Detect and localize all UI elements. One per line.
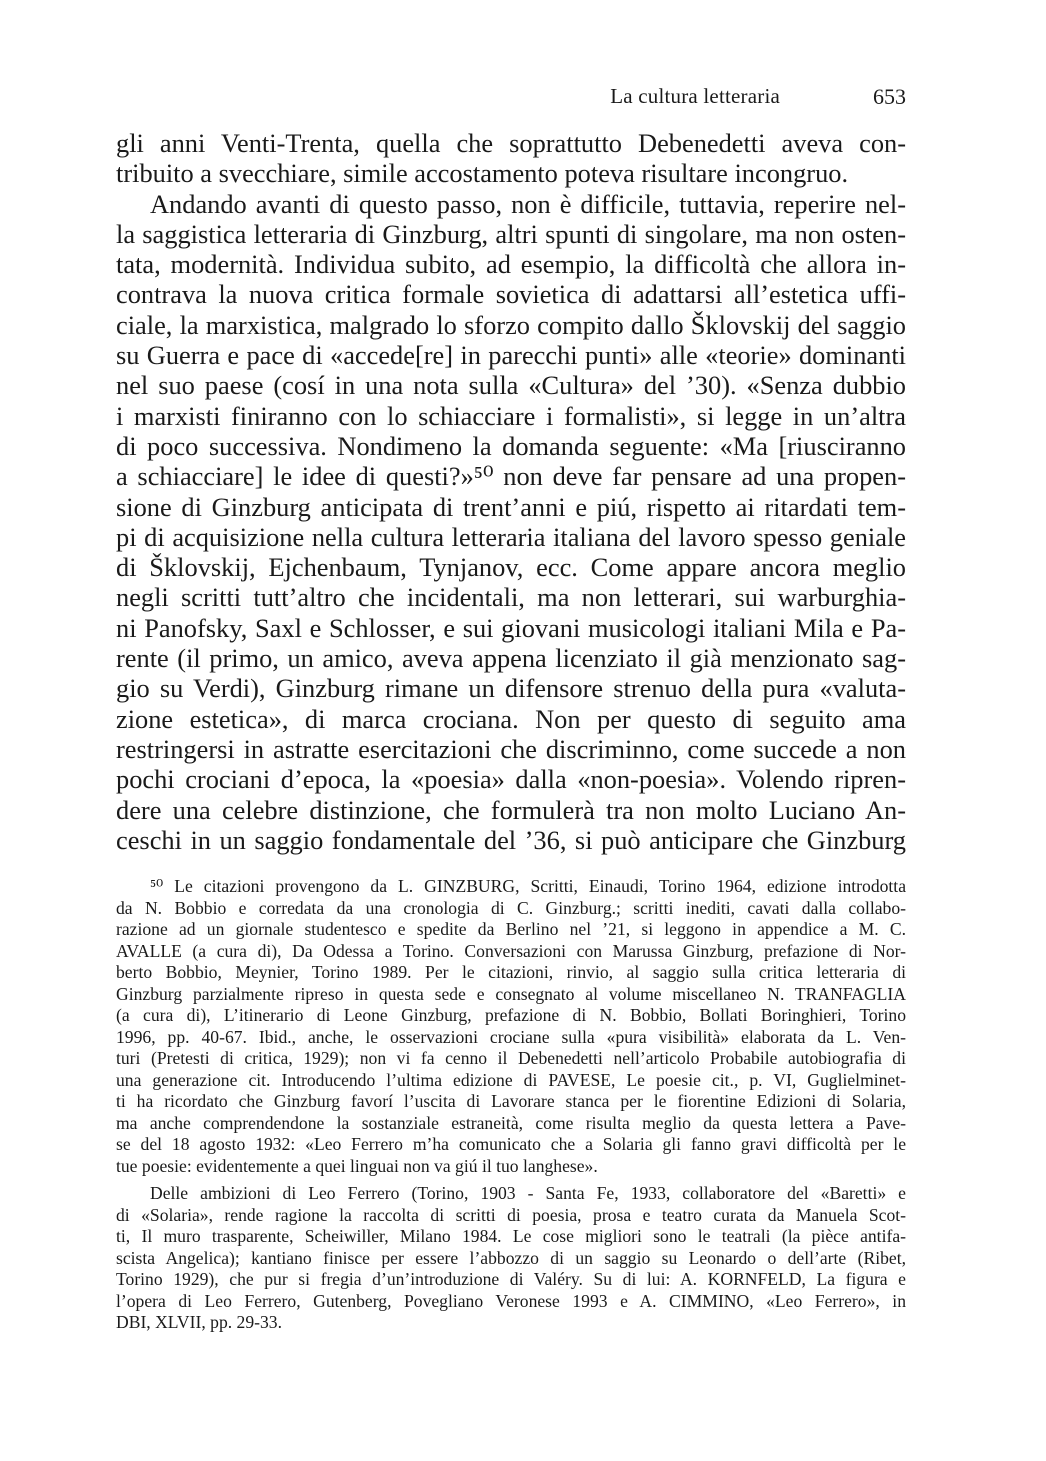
footnote-line: se del 18 agosto 1932: «Leo Ferrero m’ha comunicato che a Solaria gli fanno gravi difficoltà per le [116, 1134, 906, 1154]
text-line: a schiacciare] le idee di questi?»⁵⁰ non deve far pensare ad una propen- [116, 461, 906, 492]
text-line: restringersi in astratte esercitazioni che discriminno, come succede a non [116, 733, 906, 764]
footnote-line: DBI, XLVII, pp. 29-33. [116, 1312, 282, 1332]
text-line: contrava la nuova critica formale sovietica di adattarsi all’estetica uffi- [116, 279, 906, 310]
footnote-line: Torino 1929), che pur si fregia d’un’introduzione di Valéry. Su di lui: A. KORNFELD, La figura e [116, 1269, 906, 1289]
footnotes [116, 876, 906, 1334]
text-line: dere una celebre distinzione, che formulerà tra non molto Luciano An- [116, 794, 906, 825]
footnote-line: (a cura di), L’itinerario di Leone Ginzburg, prefazione di N. Bobbio, Bollati Boringhieri, Torino [116, 1005, 906, 1025]
text-line: ciale, la marxistica, malgrado lo sforzo compito dallo Šklovskij del saggio [116, 309, 906, 340]
footnote-line: l’opera di Leo Ferrero, Gutenberg, Povegliano Veronese 1993 e A. CIMMINO, «Leo Ferrero», in [116, 1290, 906, 1311]
text-line: zione estetica», di marca crociana. Non per questo di seguito ama [116, 703, 906, 734]
footnote-line: una generazione cit. Introducendo l’ultima edizione di PAVESE, Le poesie cit., p. VI, Guglielminet- [116, 1069, 906, 1090]
footnote-50-continued [116, 1183, 906, 1334]
text-line: tribuito a svecchiare, simile accostamento poteva risultare incongruo. [116, 158, 849, 189]
text-line: la saggistica letteraria di Ginzburg, altri spunti di singolare, ma non osten- [116, 218, 906, 249]
footnote-line: ⁵⁰ Le citazioni provengono da L. GINZBURG, Scritti, Einaudi, Torino 1964, edizione introdotta [150, 876, 906, 896]
running-head-title: La cultura letteraria [610, 84, 780, 108]
page-number: 653 [873, 84, 906, 109]
footnote-line: AVALLE (a cura di), Da Odessa a Torino. Conversazioni con Marussa Ginzburg, prefazione di Nor- [116, 940, 906, 961]
footnote-line: ti, Il muro trasparente, Scheiwiller, Milano 1984. Le cose migliori sono le teatrali (la pièce antifa- [116, 1226, 906, 1246]
text-line: Andando avanti di questo passo, non è difficile, tuttavia, reperire nel- [150, 188, 906, 219]
footnote-line: 1996, pp. 40-67. Ibid., anche, le osservazioni crociane sulla «pura visibilità» elaborata da L. Ven- [116, 1026, 906, 1047]
text-line: rente (il primo, un amico, aveva appena licenziato il già menzionato sag- [116, 643, 906, 674]
footnote-line: tue poesie: evidentemente a quei linguai non va giú il tuo langhese». [116, 1155, 598, 1176]
footnote-line: ti ha ricordato che Ginzburg favorí l’uscita di Lavorare stanca per le fiorentine Edizioni di Solaria, [116, 1091, 906, 1111]
text-line: sione di Ginzburg anticipata di trent’anni e piú, rispetto ai ritardati tem- [116, 491, 906, 522]
footnote-50 [116, 876, 906, 1177]
text-line: pochi crociani d’epoca, la «poesia» dalla «non-poesia». Volendo ripren- [116, 764, 906, 795]
text-line: tata, modernità. Individua subito, ad esempio, la difficoltà che allora in- [116, 249, 906, 280]
text-line: di Šklovskij, Ejchenbaum, Tynjanov, ecc. Come appare ancora meglio [116, 552, 906, 583]
text-line: nel suo paese (cosí in una nota sulla «Cultura» del ’30). «Senza dubbio [116, 370, 906, 401]
footnote-line: scista Angelica); kantiano finisce per essere l’abbozzo di un saggio su Leonardo o dell’arte (Ribet, [116, 1247, 906, 1268]
main-text [116, 128, 906, 855]
text-line: ni Panofsky, Saxl e Schlosser, e sui giovani musicologi italiani Mila e Pa- [116, 612, 906, 643]
footnote-line: turi (Pretesti di critica, 1929); non vi fa cenno il Debenedetti nell’articolo Probabile autobiografia di [116, 1048, 906, 1068]
text-line: negli scritti tutt’altro che incidentali, ma non letterari, sui warburghia- [116, 582, 906, 613]
footnote-line: berto Bobbio, Meynier, Torino 1989. Per le citazioni, rinvio, al saggio sulla critica letteraria di [116, 962, 906, 982]
footnote-line: ma anche comprendendone la sostanziale estraneità, come risulta meglio da questa lettera a Pave- [116, 1112, 906, 1133]
footnote-line: da N. Bobbio e corredata da una cronologia di C. Ginzburg.; scritti inediti, cavati dalla collabo- [116, 897, 906, 918]
text-line: i marxisti finiranno con lo schiacciare i formalisti», si legge in un’altra [116, 400, 906, 431]
text-line: su Guerra e pace di «accede[re] in parecchi punti» alle «teorie» dominanti [116, 340, 906, 371]
text-line: di poco successiva. Nondimeno la domanda seguente: «Ma [riusciranno [116, 430, 906, 461]
footnote-line: Delle ambizioni di Leo Ferrero (Torino, 1903 - Santa Fe, 1933, collaboratore del «Baretti» e [150, 1183, 906, 1203]
text-line: gio su Verdi), Ginzburg rimane un difensore strenuo della pura «valuta- [116, 673, 906, 704]
text-line: gli anni Venti-Trenta, quella che soprattutto Debenedetti aveva con- [116, 128, 906, 158]
running-header [116, 82, 906, 114]
footnote-line: di «Solaria», rende ragione la raccolta di scritti di poesia, prosa e teatro curata da Manuela Scot- [116, 1204, 906, 1225]
footnote-line: Ginzburg parzialmente ripreso in questa sede e consegnato al volume miscellaneo N. TRANFAGLIA [116, 983, 906, 1004]
text-line: pi di acquisizione nella cultura letteraria italiana del lavoro spesso geniale [116, 521, 906, 552]
text-line: ceschi in un saggio fondamentale del ’36, si può anticipare che Ginzburg [116, 824, 906, 855]
footnote-line: razione ad un giornale studentesco e spedite da Berlino nel ’21, si leggono in appendice a M. C. [116, 919, 906, 939]
